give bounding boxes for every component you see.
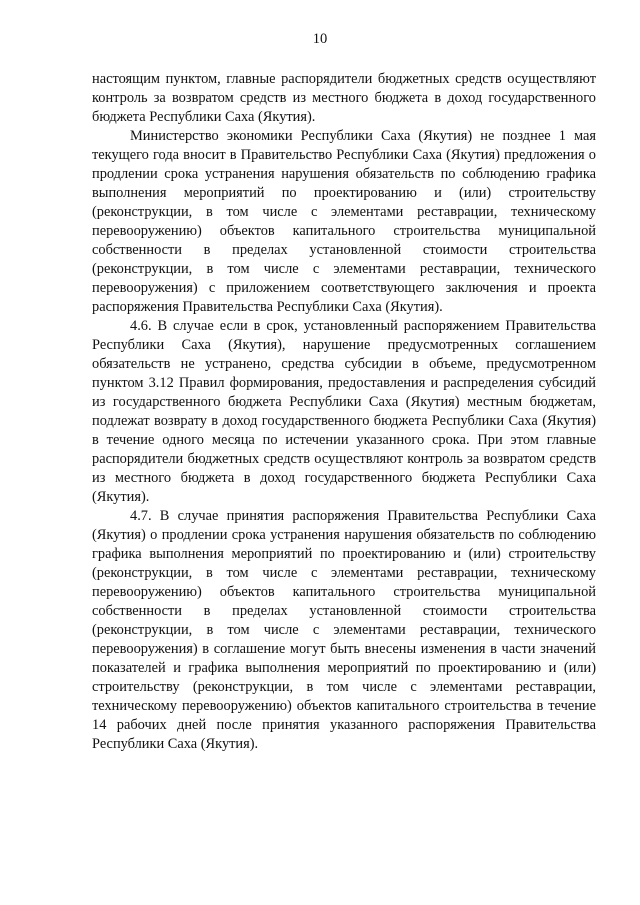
- paragraph-clause-4-7: 4.7. В случае принятия распоряжения Правительства Республики Саха (Якутия) о продлении срока устранения нарушения обязательств по соблюдению графика выполнения мероприятий по проектированию и (или) строительству (реконструкции, в том числе с элементами реставрации, техническому перевооружению) объектов капитального строительства муниципальной собственности в пределах установленной стоимости строительства (реконструкции, в том числе с элементами реставрации, технического перевооружения) в соглашение могут быть внесены изменения в части значений показателей и графика выполнения мероприятий по проектированию и (или) строительству (реконструкции, в том числе с элементами реставрации, техническому перевооружению) объектов капитального строительства в течение 14 рабочих дней после принятия указанного распоряжения Правительства Республики Саха (Якутия).: [92, 508, 596, 752]
- paragraph-ministry-proposal: Министерство экономики Республики Саха (Якутия) не позднее 1 мая текущего года вносит в Правительство Республики Саха (Якутия) предложения о продлении срока устранения нарушения обязательств по соблюдению графика выполнения мероприятий по проектированию и (или) строительству (реконструкции, в том числе с элементами реставрации, техническому перевооружению) объектов капитального строительства муниципальной собственности в пределах установленной стоимости строительства (реконструкции, в том числе с элементами реставрации, технического перевооружения) с приложением соответствующего заключения и проекта распоряжения Правительства Республики Саха (Якутия).: [92, 128, 596, 315]
- paragraph-continuation: настоящим пунктом, главные распорядители бюджетных средств осуществляют контроль за возвратом средств из местного бюджета в доход государственного бюджета Республики Саха (Якутия).: [92, 71, 596, 125]
- page-number: 10: [312, 31, 328, 47]
- paragraph-clause-4-6: 4.6. В случае если в срок, установленный распоряжением Правительства Республики Саха (Якутия), нарушение предусмотренных соглашением обязательств не устранено, средства субсидии в объеме, предусмотренном пунктом 3.12 Правил формирования, предоставления и распределения субсидий из государственного бюджета Республики Саха (Якутия) местным бюджетам, подлежат возврату в доход государственного бюджета Республики Саха (Якутия) в течение одного месяца по истечении указанного срока. При этом главные распорядители бюджетных средств осуществляют контроль за возвратом средств из местного бюджета в доход государственного бюджета Республики Саха (Якутия).: [92, 318, 596, 505]
- document-body: [92, 70, 596, 754]
